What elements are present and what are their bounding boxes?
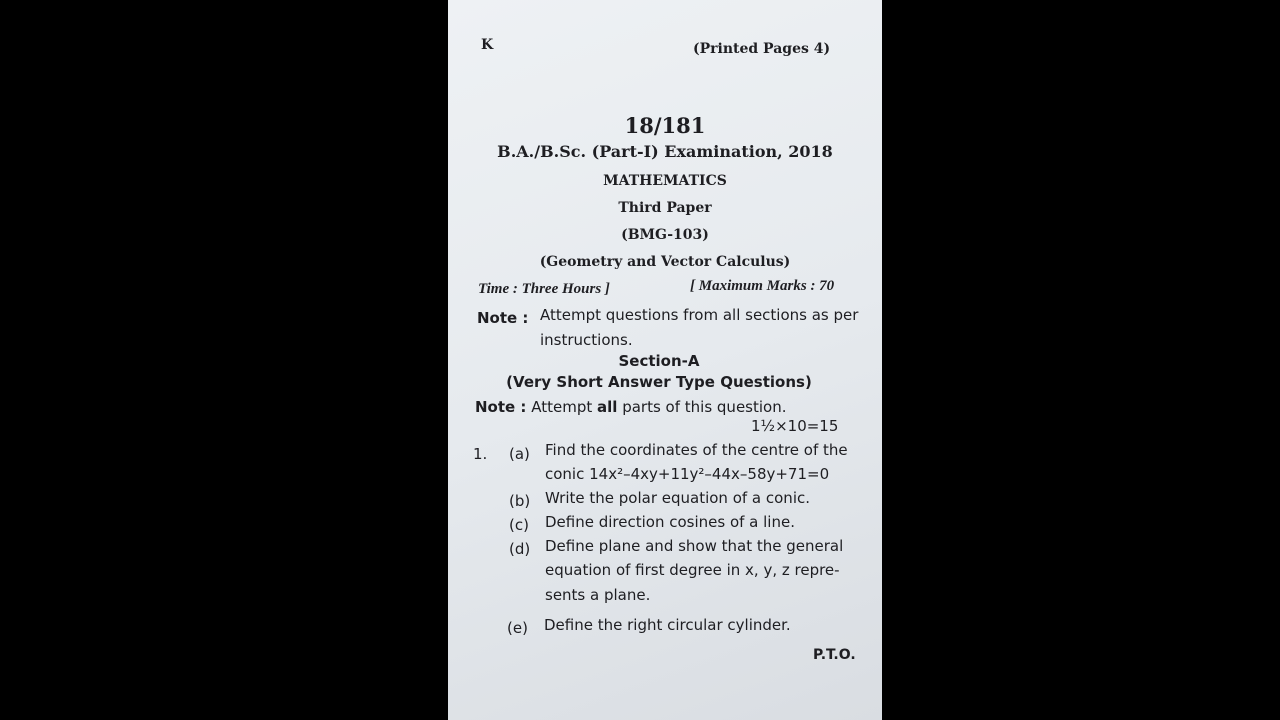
question-d-label: (d) xyxy=(509,540,531,558)
note-text-line1: Attempt questions from all sections as per xyxy=(540,306,859,324)
question-number: 1. xyxy=(473,445,488,463)
section-subtitle: (Very Short Answer Type Questions) xyxy=(506,373,812,391)
course-code: (BMG-103) xyxy=(621,227,709,243)
maximum-marks: [ Maximum Marks : 70 xyxy=(690,278,835,294)
question-c-label: (c) xyxy=(509,516,529,534)
note-text-line2: instructions. xyxy=(540,331,633,349)
exam-title: B.A./B.Sc. (Part-I) Examination, 2018 xyxy=(497,142,833,161)
printed-pages: (Printed Pages 4) xyxy=(693,41,831,57)
section-title: Section-A xyxy=(618,352,700,370)
section-marks: 1½×10=15 xyxy=(751,417,839,435)
paper-number: Third Paper xyxy=(618,200,712,216)
question-e-text: Define the right circular cylinder. xyxy=(544,616,791,634)
question-a-line2: conic 14x²–4xy+11y²–44x–58y+71=0 xyxy=(545,465,830,483)
question-d-line3: sents a plane. xyxy=(545,586,651,604)
question-b-text: Write the polar equation of a conic. xyxy=(545,489,810,507)
question-b-label: (b) xyxy=(509,492,531,510)
question-d-line2: equation of first degree in x, y, z repre- xyxy=(545,561,840,579)
subject: MATHEMATICS xyxy=(603,173,727,189)
question-a-label: (a) xyxy=(509,445,530,463)
section-note-bold: all xyxy=(597,398,618,416)
exam-paper-page xyxy=(448,0,882,720)
pto-label: P.T.O. xyxy=(813,647,856,663)
section-note-pre: Attempt xyxy=(531,398,593,416)
question-c-text: Define direction cosines of a line. xyxy=(545,513,795,531)
section-note-label: Note : xyxy=(475,398,527,416)
section-note xyxy=(475,398,787,416)
time-allowed: Time : Three Hours ] xyxy=(478,281,610,297)
set-code: K xyxy=(481,37,494,53)
section-note-post: parts of this question. xyxy=(622,398,787,416)
question-a-line1: Find the coordinates of the centre of the xyxy=(545,441,848,459)
question-d-line1: Define plane and show that the general xyxy=(545,537,844,555)
topic: (Geometry and Vector Calculus) xyxy=(539,254,791,270)
question-e-label: (e) xyxy=(507,619,528,637)
paper-code: 18/181 xyxy=(624,113,706,138)
note-label: Note : xyxy=(477,309,529,327)
